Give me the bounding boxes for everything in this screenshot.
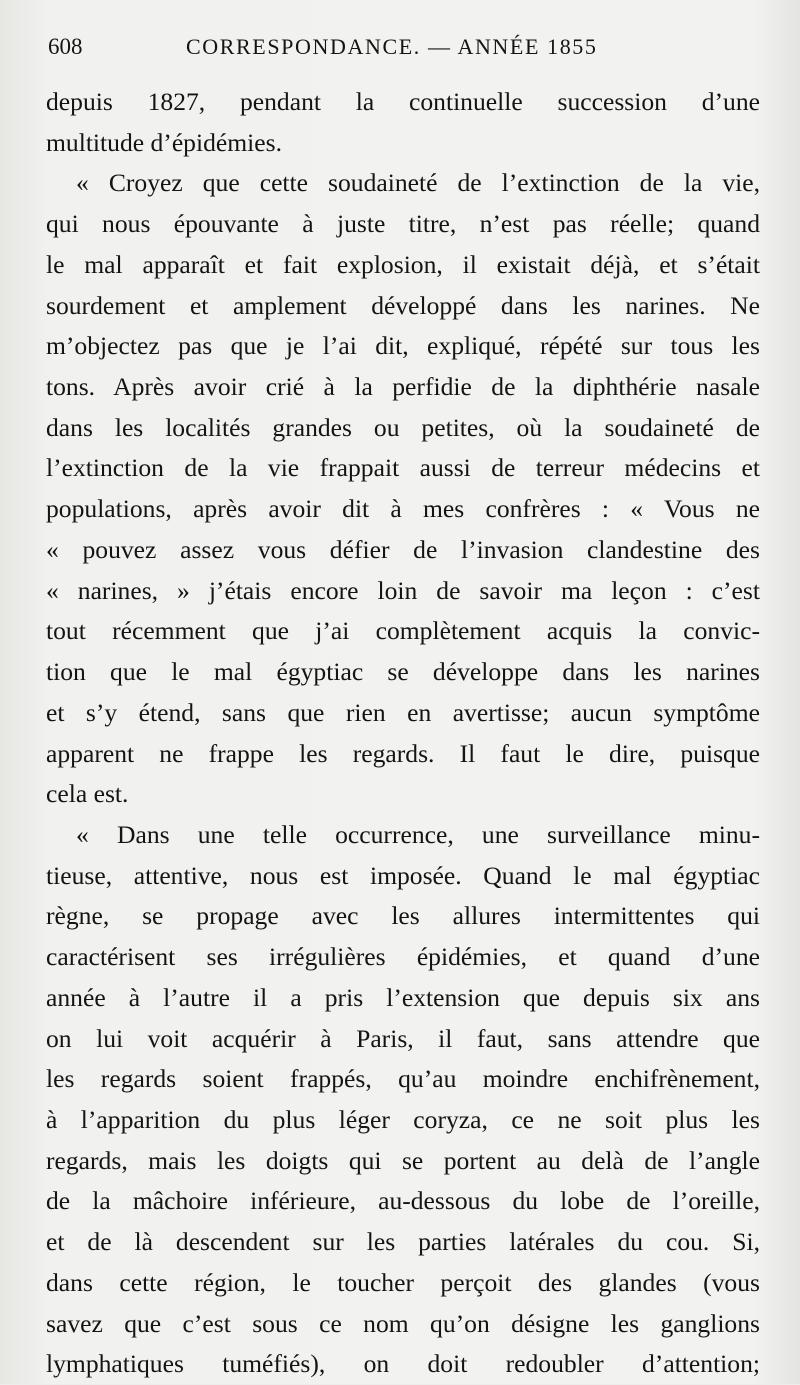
text-line: l’extinction de la vie frappait aussi de terreur médecins et: [46, 453, 760, 483]
text-line: et s’y étend, sans que rien en avertisse; aucun symptôme: [46, 697, 760, 727]
text-line: et de là descendent sur les parties latérales du cou. Si,: [46, 1227, 760, 1257]
text-line: depuis 1827, pendant la continuelle succession d’une: [46, 87, 760, 116]
text-line: populations, après avoir dit à mes confrères : « Vous ne: [46, 494, 760, 524]
text-line: dans cette région, le toucher perçoit des glandes (vous: [46, 1267, 760, 1297]
text-line: « narines, » j’étais encore loin de savoir ma leçon : c’est: [46, 575, 760, 605]
text-line: « Croyez que cette soudaineté de l’extinction de la vie,: [76, 168, 760, 198]
text-line: m’objectez pas que je l’ai dit, expliqué, répété sur tous les: [46, 331, 760, 361]
text-line: « pouvez assez vous défier de l’invasion clandestine des: [46, 534, 760, 564]
page-number: 608: [48, 34, 83, 59]
text-line: le mal apparaît et fait explosion, il existait déjà, et s’était: [46, 249, 760, 279]
body-text: [46, 82, 760, 1385]
text-line: tout récemment que j’ai complètement acquis la convic-: [46, 616, 760, 646]
running-head: [48, 30, 758, 70]
text-line: sourdement et amplement développé dans les narines. Ne: [46, 290, 760, 320]
text-line: tion que le mal égyptiac se développe dans les narines: [46, 657, 760, 687]
text-line: tieuse, attentive, nous est imposée. Quand le mal égyptiac: [46, 860, 760, 890]
text-line: on lui voit acquérir à Paris, il faut, sans attendre que: [46, 1023, 760, 1053]
text-line: apparent ne frappe les regards. Il faut le dire, puisque: [46, 738, 760, 768]
text-line: multitude d’épidémies.: [46, 127, 282, 157]
text-line: les regards soient frappés, qu’au moindre enchifrènement,: [46, 1064, 760, 1094]
text-line: dans les localités grandes ou petites, où la soudaineté de: [46, 412, 760, 442]
text-line: règne, se propage avec les allures intermittentes qui: [46, 901, 760, 931]
text-line: regards, mais les doigts qui se portent au delà de l’angle: [46, 1145, 760, 1175]
text-line: de la mâchoire inférieure, au-dessous du lobe de l’oreille,: [46, 1186, 760, 1216]
text-line: cela est.: [46, 779, 129, 809]
text-line: savez que c’est sous ce nom qu’on désigne les ganglions: [46, 1308, 760, 1338]
text-line: « Dans une telle occurrence, une surveillance minu-: [76, 819, 760, 849]
text-line: qui nous épouvante à juste titre, n’est pas réelle; quand: [46, 209, 760, 239]
running-title: CORRESPONDANCE. — ANNÉE 1855: [186, 34, 598, 59]
text-line: année à l’autre il a pris l’extension que depuis six ans: [46, 982, 760, 1012]
text-line: lymphatiques tuméfiés), on doit redoubler d’attention;: [46, 1349, 760, 1379]
text-line: caractérisent ses irrégulières épidémies, et quand d’une: [46, 942, 760, 972]
text-line: tons. Après avoir crié à la perfidie de la diphthérie nasale: [46, 372, 760, 402]
text-line: à l’apparition du plus léger coryza, ce ne soit plus les: [46, 1104, 760, 1134]
